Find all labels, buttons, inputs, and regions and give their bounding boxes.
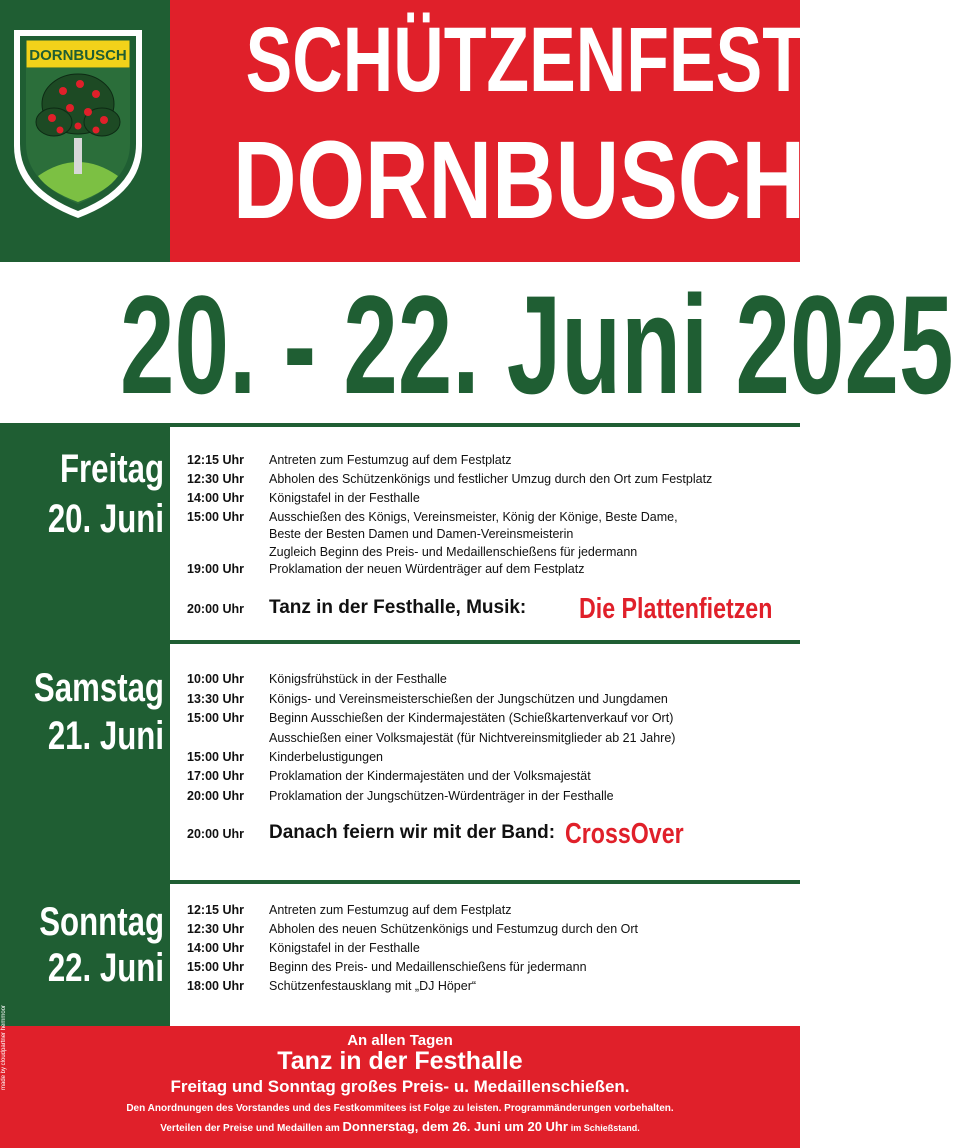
band-name: Die Plattenfietzen [579,593,773,625]
footer-line-5 [0,1119,800,1134]
row-text: Königsfrühstück in der Festhalle [269,672,447,686]
title-panel [170,0,805,262]
title-line-1: SCHÜTZENFEST [245,9,805,111]
day-label-panel [0,644,170,880]
dance-time: 20:00 Uhr [187,602,244,616]
day-date: 21. Juni [47,714,164,758]
row-text: Abholen des neuen Schützenkönigs und Festumzug durch den Ort [269,922,638,936]
dance-text: Danach feiern wir mit der Band: [269,822,556,843]
footer-line-5-a: Verteilen der Preise und Medaillen am [160,1123,340,1134]
row-text: Ausschießen des Königs, Vereinsmeister, König der Könige, Beste Dame, [269,510,678,524]
row-text: Proklamation der Jungschützen-Würdenträger in der Festhalle [269,789,614,803]
day-label-panel [0,884,170,1026]
credit-text: made by cloudpartner hemmoor [1,1004,7,1090]
row-time: 20:00 Uhr [187,789,244,803]
day-saturday [0,644,800,880]
row-time: 12:15 Uhr [187,453,244,467]
header [0,0,805,262]
footer-line-5-c: im Schießstand. [570,1123,640,1133]
logo-panel [0,0,170,262]
row-time: 12:30 Uhr [187,472,244,486]
footer-line-3: Freitag und Sonntag großes Preis- u. Medaillenschießen. [170,1077,630,1096]
footer-line-4: Den Anordnungen des Vorstandes und des Festkommitees ist Folge zu leisten. Programmänderungen vorbehalten. [126,1103,674,1114]
footer-line-1: An allen Tagen [347,1032,453,1049]
footer-line-2: Tanz in der Festhalle [277,1047,523,1075]
row-text: Antreten zum Festumzug auf dem Festplatz [269,903,512,917]
row-text: Beste der Besten Damen und Damen-Vereinsmeisterin [269,527,574,541]
row-text: Proklamation der neuen Würdenträger auf dem Festplatz [269,562,585,576]
day-sunday [0,884,800,1026]
day-name: Sonntag [39,900,164,944]
day-friday [0,427,800,640]
row-text: Schützenfestausklang mit „DJ Höper“ [269,979,477,993]
row-text: Königstafel in der Festhalle [269,941,420,955]
row-time: 12:15 Uhr [187,903,244,917]
dance-time: 20:00 Uhr [187,827,244,841]
row-text: Zugleich Beginn des Preis- und Medaillenschießens für jedermann [269,545,638,559]
row-time: 13:30 Uhr [187,692,244,706]
row-time: 15:00 Uhr [187,510,244,524]
crest-logo [8,26,148,222]
row-text: Proklamation der Kindermajestäten und der Volksmajestät [269,769,591,783]
row-time: 14:00 Uhr [187,941,244,955]
row-text: Beginn Ausschießen der Kindermajestäten (Schießkartenverkauf vor Ort) [269,711,674,725]
title-line-2: DORNBUSCH [233,119,805,242]
day-date: 22. Juni [47,946,164,990]
footer-line-5-b: Donnerstag, dem 26. Juni um 20 Uhr [342,1119,568,1134]
date-range: 20. - 22. Juni 2025 [120,266,953,423]
row-time: 15:00 Uhr [187,711,244,725]
row-text: Antreten zum Festumzug auf dem Festplatz [269,453,512,467]
dance-text: Tanz in der Festhalle, Musik: [269,597,527,618]
row-text: Königs- und Vereinsmeisterschießen der Jungschützen und Jungdamen [269,692,668,706]
row-time: 19:00 Uhr [187,562,244,576]
row-time: 12:30 Uhr [187,922,244,936]
row-text: Ausschießen einer Volksmajestät (für Nichtvereinsmitglieder ab 21 Jahre) [269,731,676,745]
day-date: 20. Juni [47,497,164,541]
row-time: 14:00 Uhr [187,491,244,505]
band-name: CrossOver [565,818,684,850]
day-name: Freitag [59,447,164,491]
row-text: Königstafel in der Festhalle [269,491,420,505]
row-time: 17:00 Uhr [187,769,244,783]
row-text: Kinderbelustigungen [269,750,383,764]
footer [0,1026,800,1148]
crest-label: DORNBUSCH [29,47,127,64]
row-text: Abholen des Schützenkönigs und festlicher Umzug durch den Ort zum Festplatz [269,472,713,486]
row-time: 15:00 Uhr [187,960,244,974]
row-time: 15:00 Uhr [187,750,244,764]
day-name: Samstag [33,666,164,710]
row-time: 10:00 Uhr [187,672,244,686]
day-label-panel [0,427,170,640]
row-time: 18:00 Uhr [187,979,244,993]
row-text: Beginn des Preis- und Medaillenschießens für jedermann [269,960,587,974]
